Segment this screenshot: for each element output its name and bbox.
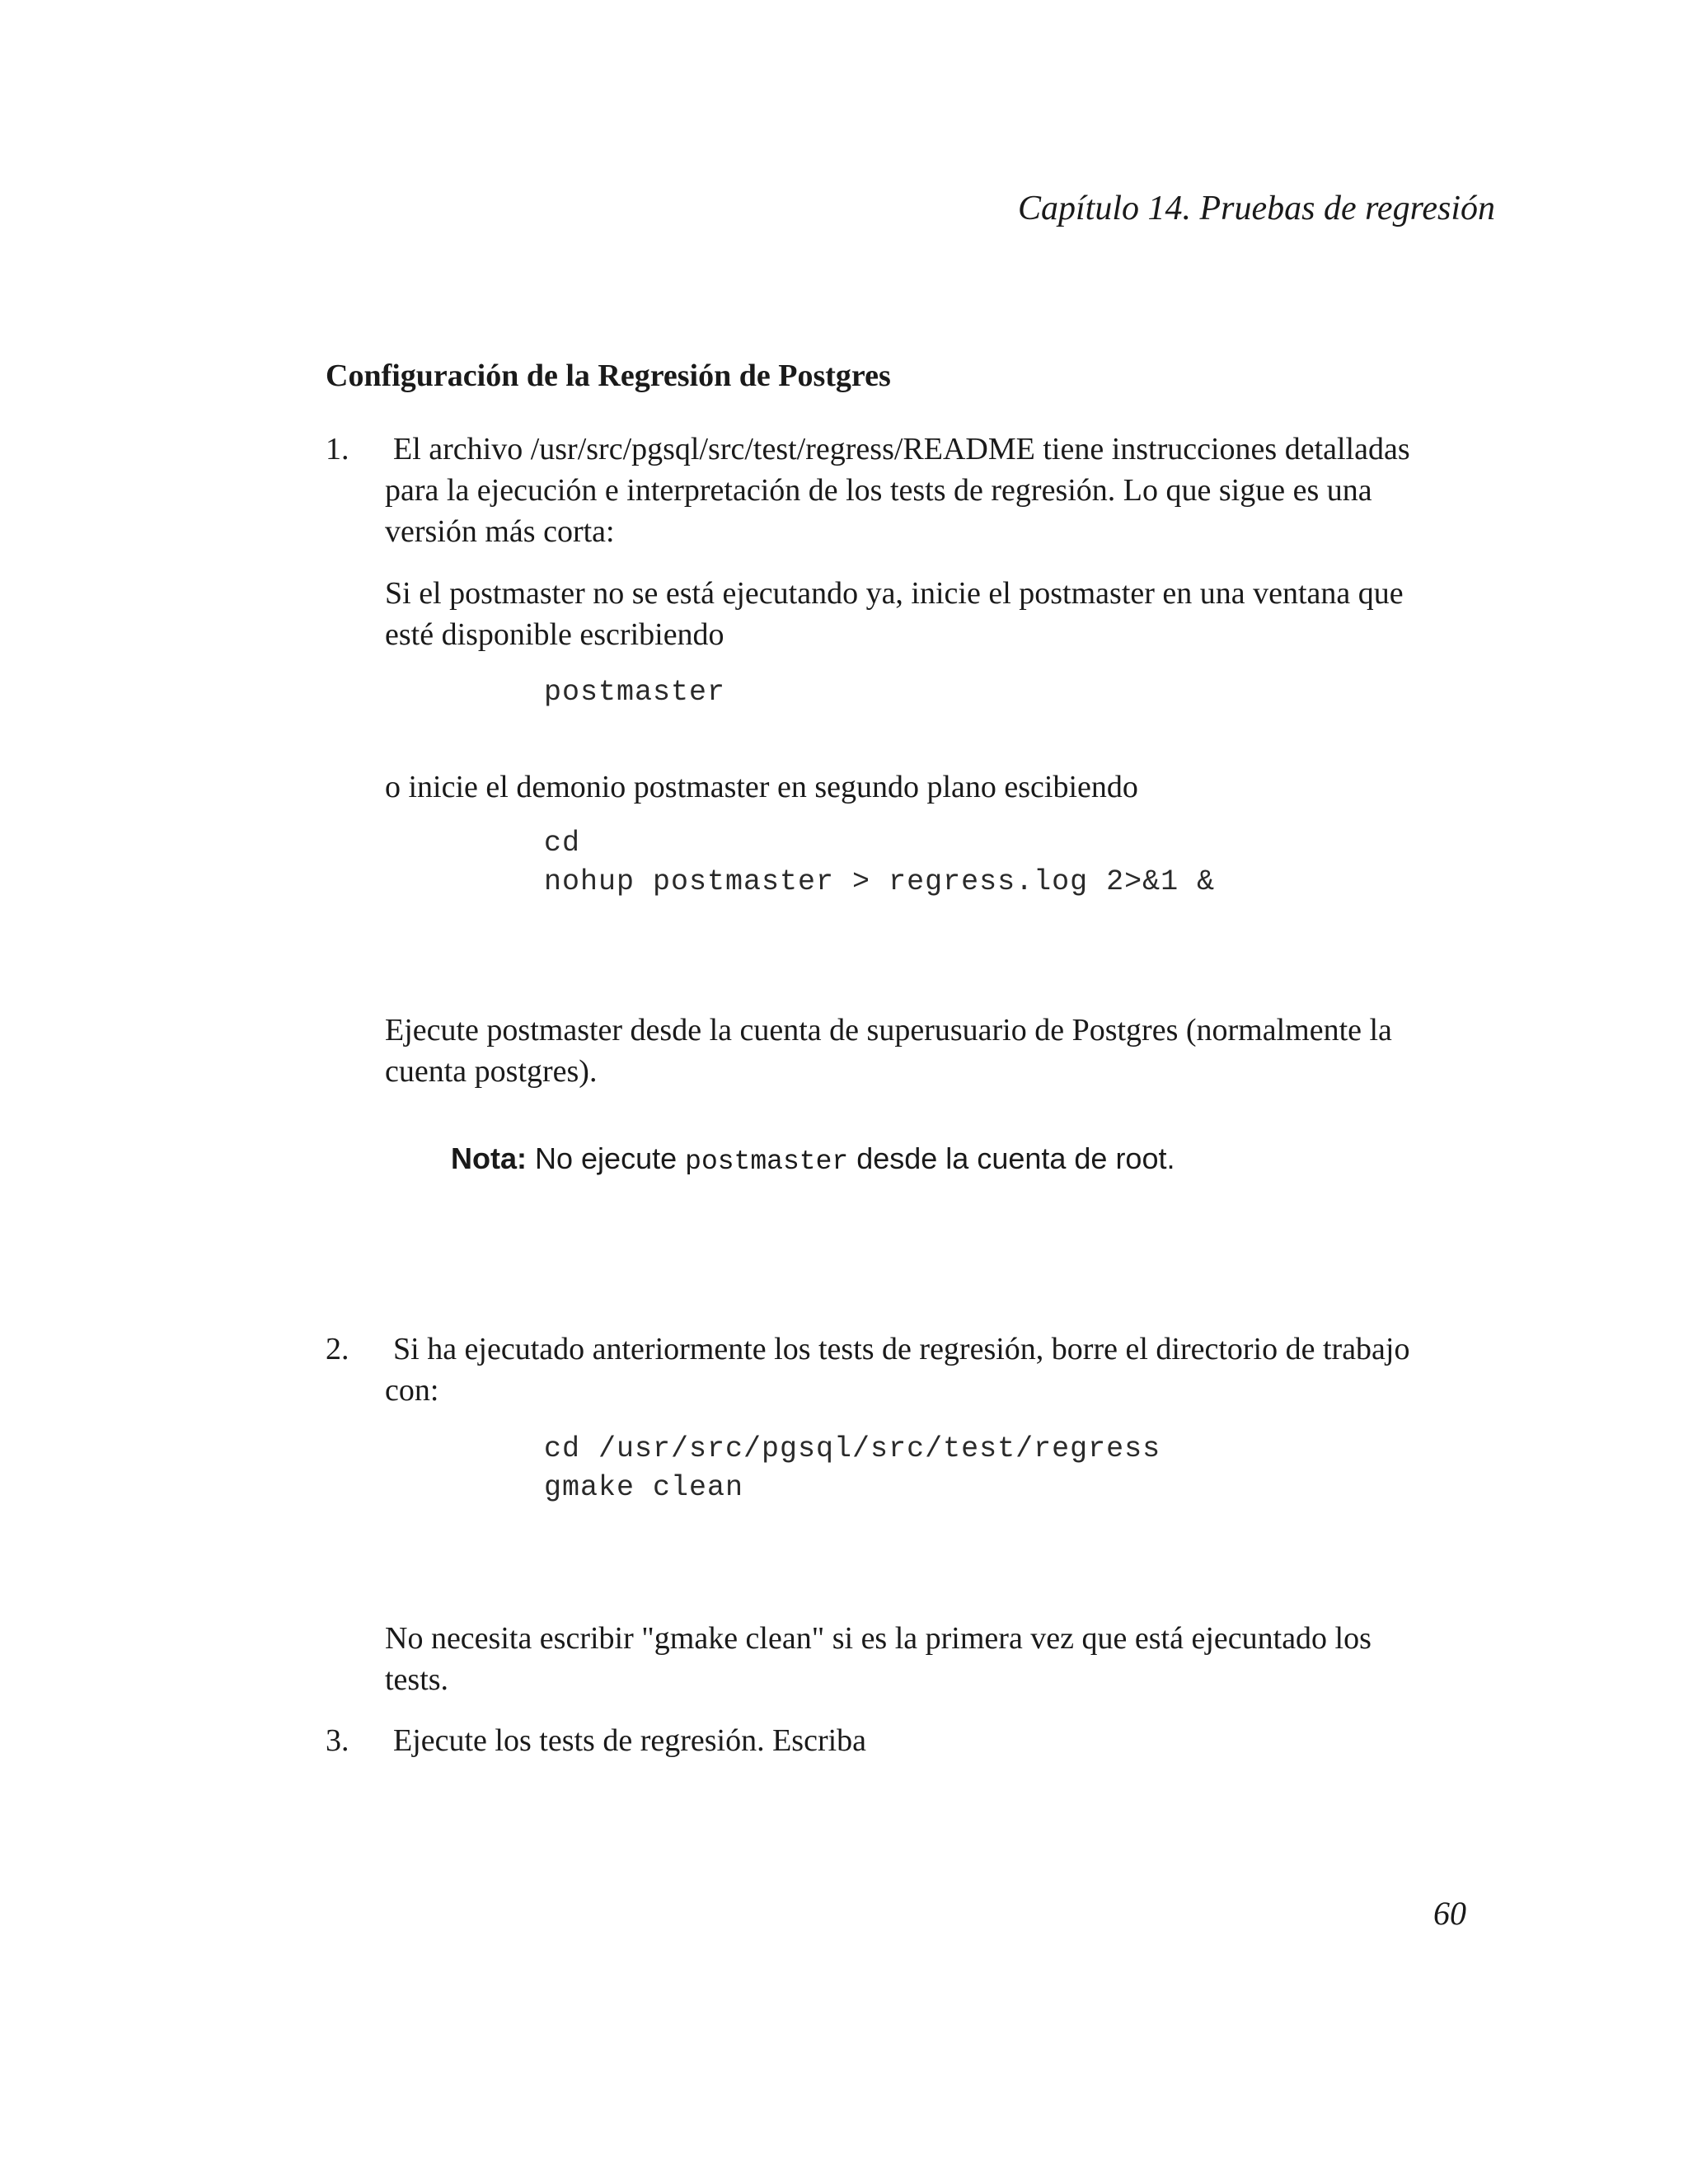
item-1-para-daemon: o inicie el demonio postmaster en segundo plano escibiendo	[385, 770, 1138, 804]
note-text-before: No ejecute	[535, 1141, 678, 1175]
item-2-para-after-line-2: tests.	[385, 1662, 449, 1697]
item-1-para-account-line-2: cuenta postgres).	[385, 1054, 598, 1089]
note-text-after: desde la cuenta de root.	[856, 1141, 1175, 1175]
code-block-daemon-line-2: nohup postmaster > regress.log 2>&1 &	[544, 865, 1216, 898]
item-1-line-1: El archivo /usr/src/pgsql/src/test/regress/README tiene instrucciones detalladas	[393, 432, 1410, 466]
item-1-para-start-line-1: Si el postmaster no se está ejecutando ya, inicie el postmaster en una ventana que	[385, 576, 1404, 611]
list-number-1: 1.	[326, 432, 349, 466]
note-label: Nota:	[451, 1141, 527, 1175]
list-number-3: 3.	[326, 1723, 349, 1758]
code-block-clean-line-1: cd /usr/src/pgsql/src/test/regress	[544, 1432, 1161, 1465]
item-1-line-2: para la ejecución e interpretación de los tests de regresión. Lo que sigue es una	[385, 473, 1372, 508]
item-2-line-1: Si ha ejecutado anteriormente los tests de regresión, borre el directorio de trabajo	[393, 1332, 1410, 1366]
note-code: postmaster	[685, 1146, 849, 1177]
list-number-2: 2.	[326, 1332, 349, 1366]
section-title: Configuración de la Regresión de Postgres	[326, 359, 891, 393]
item-3-line-1: Ejecute los tests de regresión. Escriba	[393, 1723, 867, 1758]
item-2-para-after-line-1: No necesita escribir "gmake clean" si es la primera vez que está ejecuntado los	[385, 1621, 1372, 1656]
item-1-para-account-line-1: Ejecute postmaster desde la cuenta de superusuario de Postgres (normalmente la	[385, 1013, 1392, 1047]
item-1-line-3: versión más corta:	[385, 514, 615, 549]
item-2-line-2: con:	[385, 1373, 439, 1408]
chapter-header: Capítulo 14. Pruebas de regresión	[1018, 190, 1496, 227]
code-block-clean-line-2: gmake clean	[544, 1471, 744, 1504]
code-block-daemon-line-1: cd	[544, 827, 581, 860]
code-block-postmaster: postmaster	[544, 676, 726, 709]
item-1-para-start-line-2: esté disponible escribiendo	[385, 617, 724, 652]
note	[451, 1140, 1175, 1181]
page-number: 60	[1433, 1895, 1466, 1932]
